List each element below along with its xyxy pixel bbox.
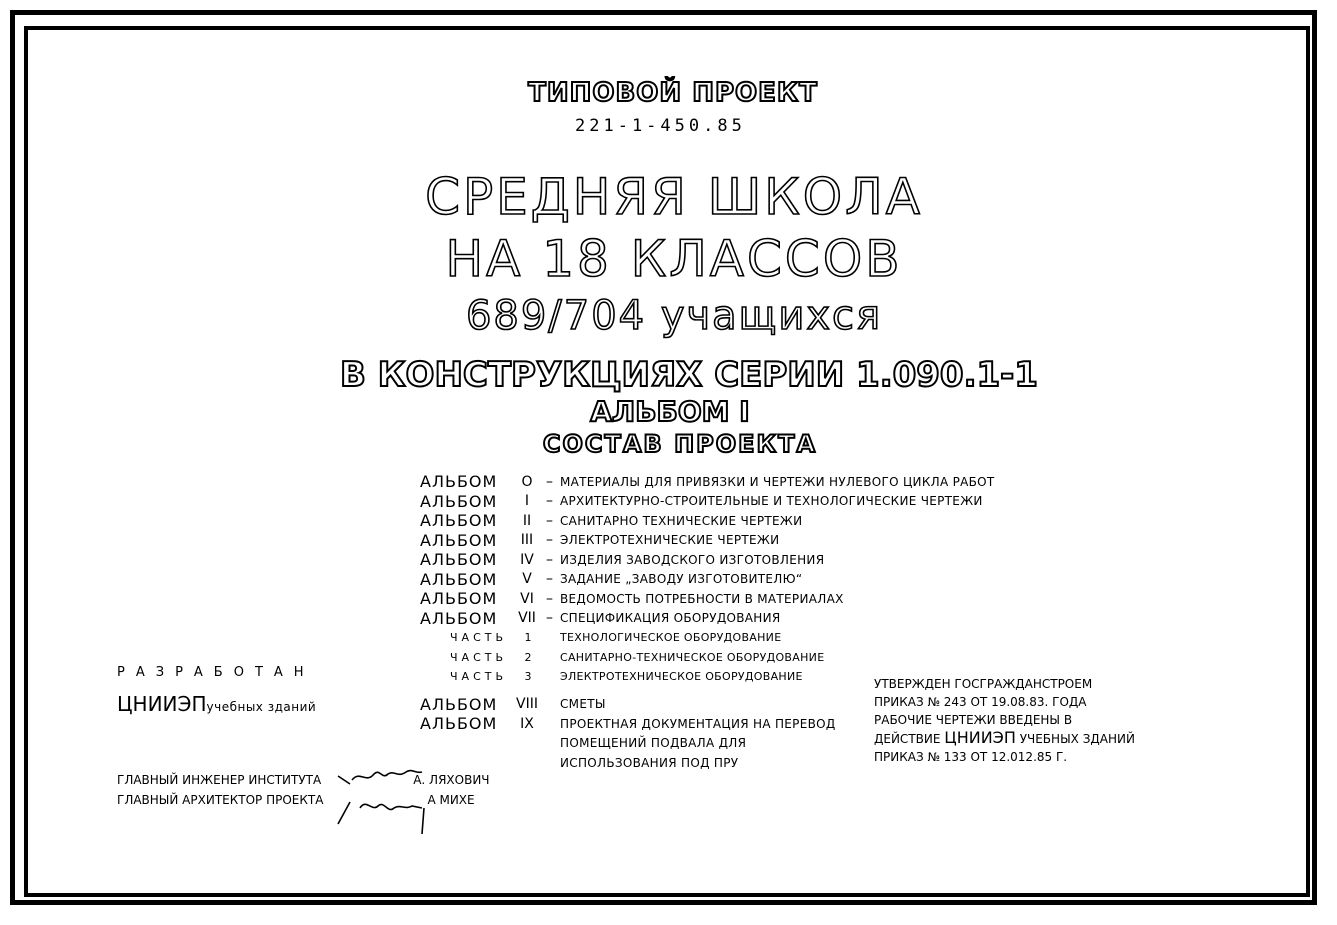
album-description: СПЕЦИФИКАЦИЯ ОБОРУДОВАНИЯ: [560, 611, 781, 626]
project-type: ТИПОВОЙ ПРОЕКТ: [528, 78, 818, 108]
album-number: O: [521, 473, 533, 490]
approval-line-5: ПРИКАЗ № 133 ОТ 12.012.85 Г.: [874, 750, 1068, 764]
album-number: III: [520, 532, 534, 549]
album-number: VI: [520, 590, 534, 607]
album-label: АЛЬБОМ: [420, 608, 498, 628]
album-dash: –: [546, 473, 553, 490]
approval-line-2: ПРИКАЗ № 243 ОТ 19.08.83. ГОДА: [874, 695, 1087, 709]
album-number: VII: [518, 610, 536, 627]
title-line-3: 689/704 учащихся: [465, 293, 883, 339]
approval-line-1: УТВЕРЖДЕН ГОСГРАЖДАНСТРОЕМ: [874, 677, 1093, 691]
approval-line-4a: ДЕЙСТВИЕ: [874, 732, 941, 746]
signatures-handwritten: [330, 762, 440, 842]
title-line-6: СОСТАВ ПРОЕКТА: [542, 430, 818, 458]
part-item: [420, 648, 995, 668]
album-description: МАТЕРИАЛЫ ДЛЯ ПРИВЯЗКИ И ЧЕРТЕЖИ НУЛЕВОГО ЦИКЛА РАБОТ: [560, 474, 995, 489]
list-item: [420, 472, 995, 492]
album-dash: –: [546, 512, 553, 529]
developer-label: РАЗРАБОТАН: [117, 665, 315, 680]
album-label: АЛЬБОМ: [420, 511, 498, 531]
album-dash: –: [546, 493, 553, 510]
album-description: ВЕДОМОСТЬ ПОТРЕБНОСТИ В МАТЕРИАЛАХ: [560, 591, 844, 606]
part-description: ЭЛЕКТРОТЕХНИЧЕСКОЕ ОБОРУДОВАНИЕ: [560, 670, 803, 684]
approval-line-4b: ЦНИИЭП: [944, 728, 1016, 747]
album-description: ИЗДЕЛИЯ ЗАВОДСКОГО ИЗГОТОВЛЕНИЯ: [560, 552, 825, 567]
part-label: ЧАСТЬ: [450, 631, 508, 645]
album-description: ЭЛЕКТРОТЕХНИЧЕСКИЕ ЧЕРТЕЖИ: [560, 533, 780, 548]
part-description: САНИТАРНО-ТЕХНИЧЕСКОЕ ОБОРУДОВАНИЕ: [560, 650, 825, 664]
album-label: АЛЬБОМ: [420, 550, 498, 570]
list-item: [420, 531, 995, 551]
chief-engineer-role: ГЛАВНЫЙ ИНЖЕНЕР ИНСТИТУТА: [117, 773, 322, 787]
album-dash: –: [546, 590, 553, 607]
album-description: САНИТАРНО ТЕХНИЧЕСКИЕ ЧЕРТЕЖИ: [560, 513, 803, 528]
list-item: [420, 492, 995, 512]
developer-org-main: ЦНИИЭП: [117, 692, 207, 716]
list-item: [420, 550, 995, 570]
album-description: АРХИТЕКТУРНО-СТРОИТЕЛЬНЫЕ И ТЕХНОЛОГИЧЕСКИЕ ЧЕРТЕЖИ: [560, 494, 983, 509]
approval-line-3: РАБОЧИЕ ЧЕРТЕЖИ ВВЕДЕНЫ В: [874, 713, 1073, 727]
part-label: ЧАСТЬ: [450, 670, 508, 684]
album-number: II: [522, 512, 532, 529]
developer-org-suffix: учебных зданий: [206, 700, 317, 714]
title-line-2: НА 18 КЛАССОВ: [445, 230, 903, 288]
project-number: 221-1-450.85: [575, 116, 746, 136]
album-dash: –: [546, 551, 553, 568]
album-label: АЛЬБОМ: [420, 714, 498, 734]
album-label: АЛЬБОМ: [420, 589, 498, 609]
part-item: [420, 628, 995, 648]
approval-line-4c: УЧЕБНЫХ ЗДАНИЙ: [1019, 732, 1135, 746]
album-description: ПРОЕКТНАЯ ДОКУМЕНТАЦИЯ НА ПЕРЕВОД: [560, 716, 836, 731]
part-number: 1: [524, 631, 532, 645]
album-description: ЗАДАНИЕ „ЗАВОДУ ИЗГОТОВИТЕЛЮ“: [560, 572, 803, 587]
album-description: СМЕТЫ: [560, 697, 606, 712]
part-number: 3: [524, 670, 532, 684]
album-label: АЛЬБОМ: [420, 569, 498, 589]
part-description: ТЕХНОЛОГИЧЕСКОЕ ОБОРУДОВАНИЕ: [560, 631, 782, 645]
album-label: АЛЬБОМ: [420, 530, 498, 550]
album-number: V: [522, 571, 532, 588]
developer-org: [117, 692, 316, 716]
album-description-cont: ИСПОЛЬЗОВАНИЯ ПОД ПРУ: [560, 755, 739, 770]
album-label: АЛЬБОМ: [420, 472, 498, 492]
album-label: АЛЬБОМ: [420, 694, 498, 714]
title-line-4: В КОНСТРУКЦИЯХ СЕРИИ 1.090.1-1: [340, 355, 1038, 395]
album-dash: –: [546, 610, 553, 627]
album-number: IX: [520, 715, 534, 732]
chief-architect-role: ГЛАВНЫЙ АРХИТЕКТОР ПРОЕКТА: [117, 793, 324, 807]
album-number: VIII: [516, 696, 538, 713]
title-line-5: АЛЬБОМ I: [590, 395, 750, 428]
album-number: I: [524, 493, 530, 510]
approval-block: [874, 675, 1135, 766]
list-item: [420, 589, 995, 609]
title-line-1: СРЕДНЯЯ ШКОЛА: [425, 168, 923, 226]
chief-engineer-name: А. ЛЯХОВИЧ: [413, 773, 490, 787]
chief-architect-name: А МИХЕ: [427, 793, 475, 807]
list-item: [420, 609, 995, 629]
album-number: IV: [520, 551, 534, 568]
album-label: АЛЬБОМ: [420, 491, 498, 511]
list-item: [420, 511, 995, 531]
part-label: ЧАСТЬ: [450, 650, 508, 664]
album-dash: –: [546, 571, 553, 588]
part-number: 2: [524, 650, 532, 664]
list-item: [420, 570, 995, 590]
album-description-cont: ПОМЕЩЕНИЙ ПОДВАЛА ДЛЯ: [560, 736, 747, 751]
album-dash: –: [546, 532, 553, 549]
